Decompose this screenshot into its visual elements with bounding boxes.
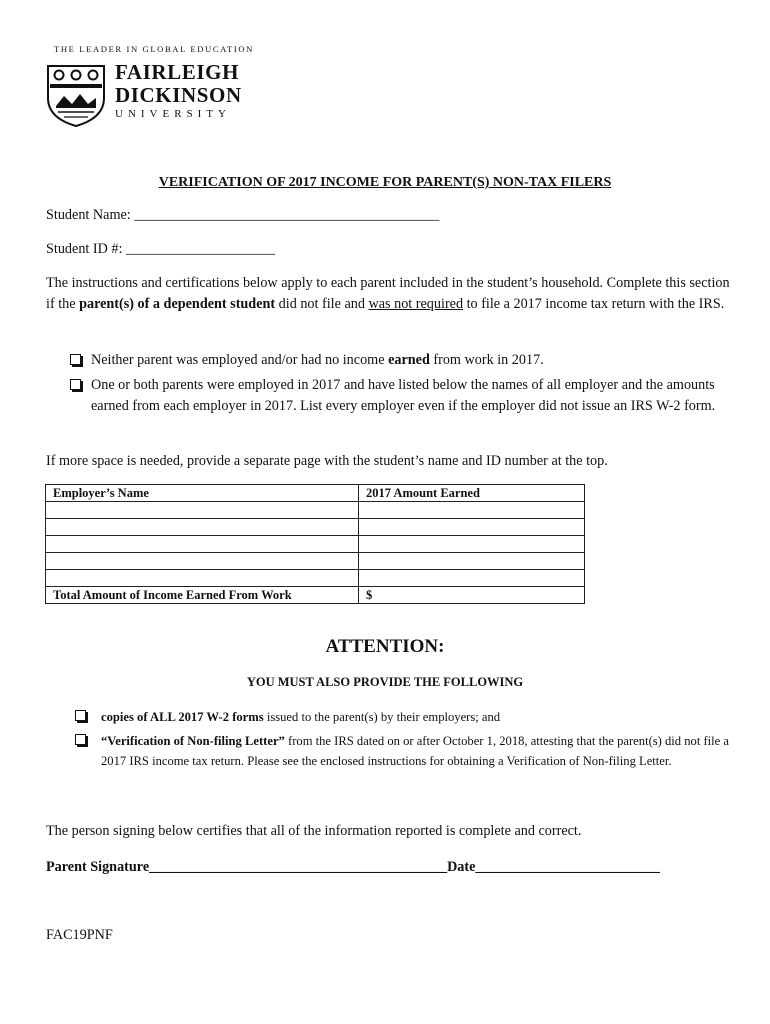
signature-label: Parent Signature [46,859,150,875]
employer-name-cell[interactable] [46,553,359,570]
option1-text-bold: earned [388,352,430,368]
amount-cell[interactable] [359,570,585,587]
table-row [46,553,585,570]
student-name-row [46,207,439,224]
instructions-text-2: did not file and [275,296,369,312]
table-row [46,536,585,553]
table-row [46,502,585,519]
employer-name-cell[interactable] [46,536,359,553]
table-total-row [46,587,585,604]
employer-name-cell[interactable] [46,570,359,587]
employer-name-cell[interactable] [46,519,359,536]
logo-tagline: THE LEADER IN GLOBAL EDUCATION [54,44,254,54]
req1-checkbox[interactable] [75,710,86,721]
req1-bold: copies of ALL 2017 W-2 forms [101,710,264,724]
table-header-row [46,485,585,502]
instructions-text: The instructions and certifications below apply to each parent included in the student’s household. Complete this section if the [46,275,730,312]
col-amount-header: 2017 Amount Earned [359,485,585,502]
option2-text: One or both parents were employed in 2017 and have listed below the names of all employer and the amounts earned from each employer in 2017. List every employer even if the employer did not issue an IRS W-2 form. [91,377,716,414]
amount-cell[interactable] [359,519,585,536]
logo-name-line3: UNIVERSITY [115,108,231,120]
req2-bold: “Verification of Non-filing Letter” [101,734,285,748]
signature-field[interactable]: __________________________________________ [149,859,448,875]
amount-cell[interactable] [359,536,585,553]
instructions-text-3: to file a 2017 income tax return with the IRS. [463,296,725,312]
req1-rest: issued to the parent(s) by their employers; and [263,710,501,724]
option1-checkbox[interactable] [70,354,81,365]
option1-text-part2: from work in 2017. [429,352,544,368]
table-row [46,570,585,587]
logo-name-line2: DICKINSON [115,83,242,107]
option1-text [91,350,731,371]
certification-statement: The person signing below certifies that all of the information reported is complete and correct. [46,823,582,839]
date-label: Date [447,859,476,875]
option2-checkbox[interactable] [70,379,81,390]
student-id-field[interactable]: _____________________ [126,241,275,257]
total-label: Total Amount of Income Earned From Work [46,587,359,604]
logo-name-line1: FAIRLEIGH [115,60,240,84]
university-crest-icon [44,62,108,128]
col-employer-name-header: Employer’s Name [46,485,359,502]
student-name-label: Student Name: [46,207,135,223]
instructions-underlined: was not required [368,296,464,312]
instructions-bold: parent(s) of a dependent student [79,296,276,312]
instructions-paragraph [46,273,736,315]
form-title: VERIFICATION OF 2017 INCOME FOR PARENT(S) NON-TAX FILERS [158,175,612,190]
option1-text-part1: Neither parent was employed and/or had no income [91,352,389,368]
req2-rest: from the IRS dated on or after October 1, 2018, attesting that the parent(s) did not file a 2017 IRS income tax return. Please see the enclosed instructions for obtaining a Verification of Non-filing Letter. [101,734,730,768]
req2-checkbox[interactable] [75,734,86,745]
student-name-field[interactable]: ___________________________________________ [134,207,440,223]
req1-text [101,707,731,728]
amount-cell[interactable] [359,502,585,519]
signature-row [46,859,660,876]
table-row [46,519,585,536]
employer-name-cell[interactable] [46,502,359,519]
form-code: FAC19PNF [46,927,113,943]
employer-table [45,484,585,604]
amount-cell[interactable] [359,553,585,570]
must-provide-heading: YOU MUST ALSO PROVIDE THE FOLLOWING [246,675,524,689]
date-field[interactable]: __________________________ [475,859,660,875]
more-space-note: If more space is needed, provide a separate page with the student’s name and ID number at the top. [46,453,608,469]
req2-text [101,731,733,771]
student-id-label: Student ID #: [46,241,126,257]
total-amount-cell[interactable]: $ [359,587,585,604]
student-id-row [46,241,275,258]
attention-heading: ATTENTION: [325,636,445,657]
